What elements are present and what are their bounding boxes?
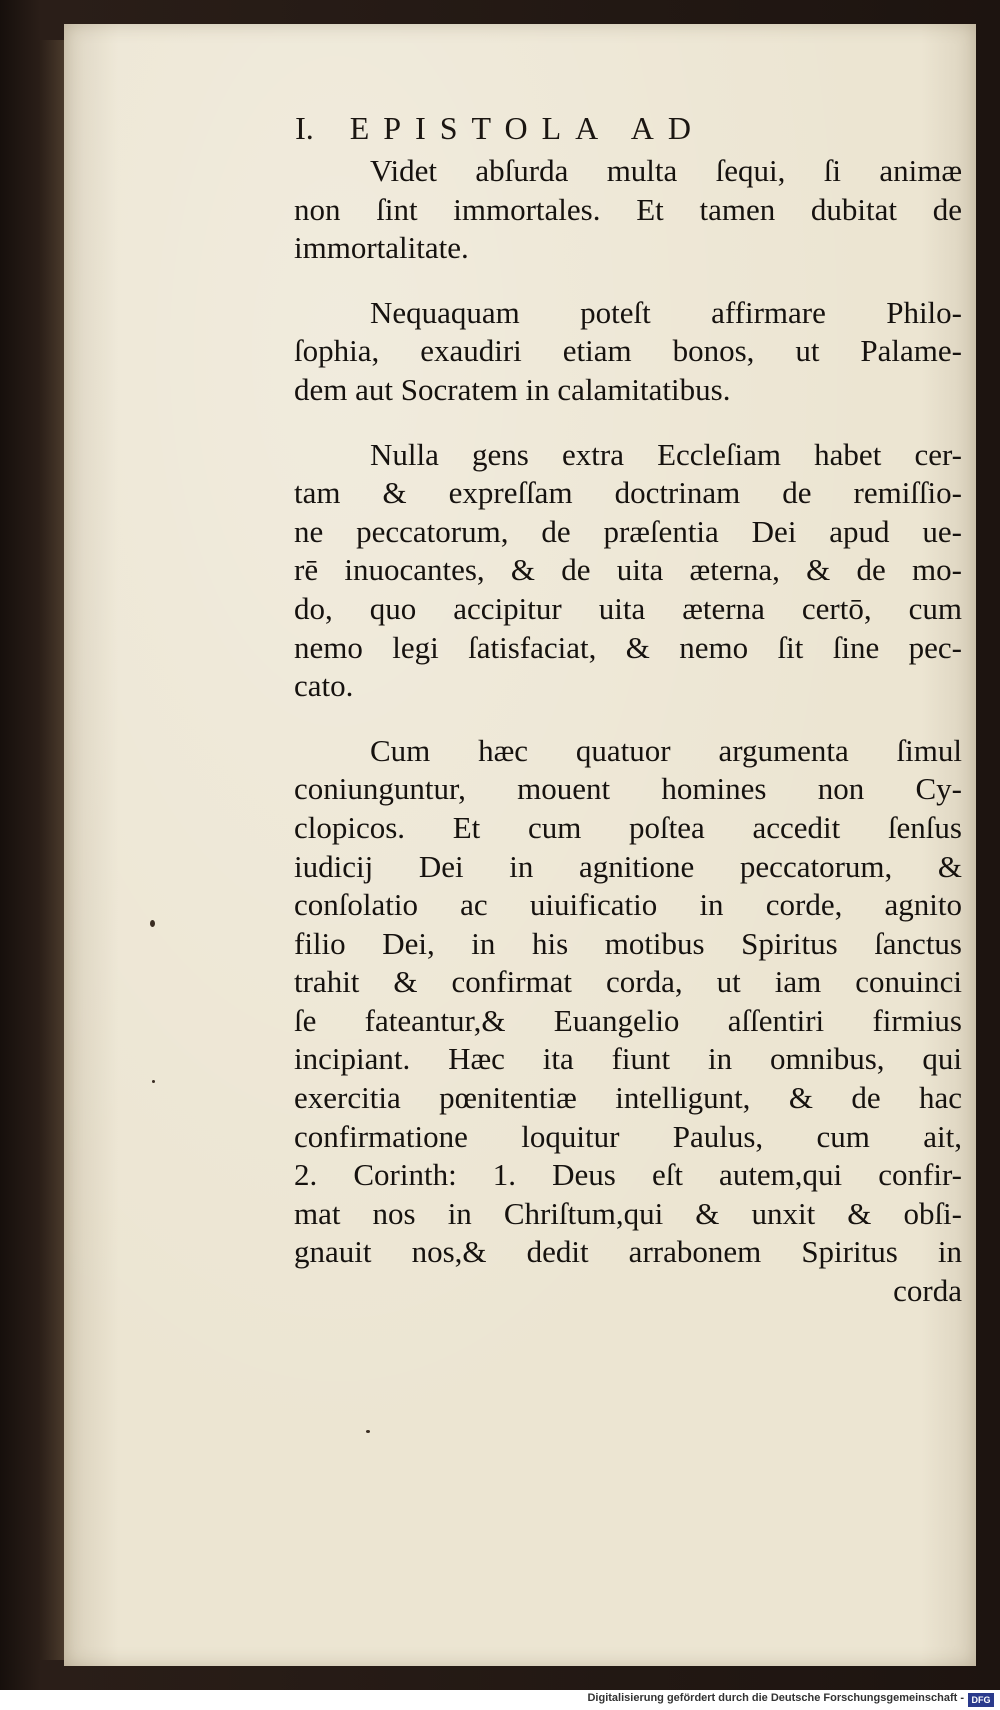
text-line: gnauit nos,& dedit arrabonem Spiritus in (294, 1234, 962, 1270)
footer-credit: Digitalisierung gefördert durch die Deutsche Forschungsgemeinschaft - (587, 1692, 964, 1704)
running-head (0, 110, 1000, 147)
text-line: filio Dei, in his motibus Spiritus ſanctus (294, 925, 962, 961)
text-line: cato. (294, 668, 354, 704)
paragraph-1 (294, 152, 962, 268)
text-line: exercitia pœnitentiæ intelligunt, & de hac (294, 1080, 962, 1116)
text-line: 2. Corinth: 1. Deus eſt autem,qui confir- (294, 1157, 962, 1193)
text-line: do, quo accipitur uita æterna certō, cum (294, 590, 962, 626)
catchword: corda (893, 1273, 962, 1309)
text-line: incipiant. Hæc ita fiunt in omnibus, qui (294, 1041, 962, 1077)
text-line: clopicos. Et cum poſtea accedit ſenſus (294, 809, 962, 845)
text-line: confirmatione loquitur Paulus, cum ait, (294, 1118, 962, 1154)
text-line: dem aut Socratem in calamitatibus. (294, 371, 731, 407)
digitization-footer (0, 1690, 1000, 1710)
text-line: coniunguntur, mouent homines non Cy- (294, 771, 962, 807)
text-line: immortalitate. (294, 230, 469, 266)
text-line: Videt abſurda multa ſequi, ſi animæ (370, 153, 962, 188)
text-line: conſolatio ac uiuificatio in corde, agnito (294, 887, 962, 923)
running-head-title: EPISTOLA AD (349, 110, 705, 146)
paragraph-2 (294, 294, 962, 410)
text-line: Cum hæc quatuor argumenta ſimul (370, 732, 962, 768)
text-line: ne peccatorum, de præſentia Dei apud ue- (294, 513, 962, 549)
text-line: tam & expreſſam doctrinam de remiſſio- (294, 475, 962, 511)
text-line: trahit & confirmat corda, ut iam conuinci (294, 964, 962, 1000)
page-number-mark: I. (295, 110, 314, 146)
paragraph-3 (294, 436, 962, 706)
text-line: Nulla gens extra Eccleſiam habet cer- (370, 436, 962, 472)
paragraph-4 (294, 732, 962, 1311)
text-line: Nequaquam poteſt affirmare Philo- (370, 294, 962, 330)
page-edge (40, 40, 64, 1660)
text-line: ſe fateantur,& Euangelio aſſentiri firmius (294, 1002, 962, 1038)
text-line: mat nos in Chriſtum,qui & unxit & obſi- (294, 1195, 962, 1231)
body-text (294, 152, 962, 1311)
text-line: rē inuocantes, & de uita æterna, & de mo- (294, 552, 962, 588)
text-line: non ſint immortales. Et tamen dubitat de (294, 191, 962, 227)
text-line: iudicij Dei in agnitione peccatorum, & (294, 848, 962, 884)
text-line: ſophia, exaudiri etiam bonos, ut Palame- (294, 333, 962, 369)
dfg-logo-icon: DFG (968, 1693, 994, 1707)
text-line: nemo legi ſatisfaciat, & nemo ſit ſine pec- (294, 629, 962, 665)
